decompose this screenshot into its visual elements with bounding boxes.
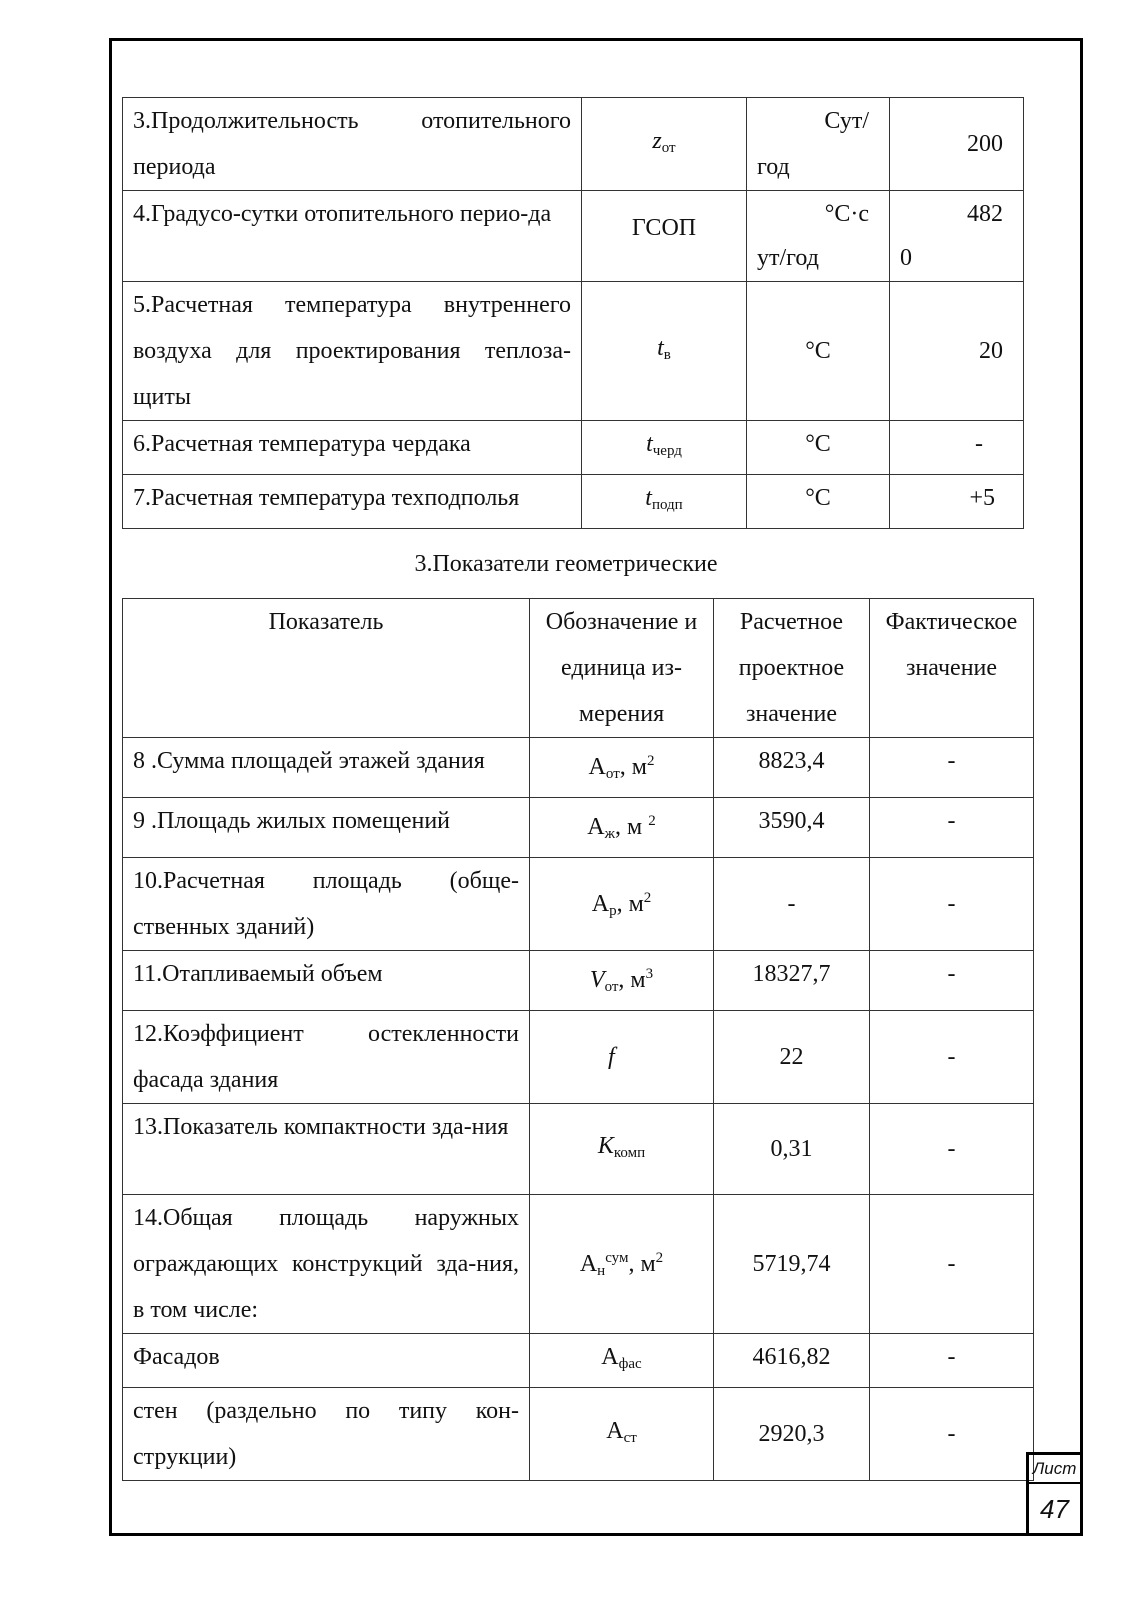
row-actual-value: - [870,738,1034,798]
row-label: 11.Отапливаемый объем [123,951,530,1011]
table-row [123,738,1034,798]
table-row [123,191,1024,282]
header-designation: Обозначение и единица из-мерения [530,599,714,738]
row-calc-value: 4616,82 [714,1334,870,1388]
sheet-label: Лист [1029,1455,1080,1484]
row-actual-value: - [870,1388,1034,1481]
row-actual-value: - [870,1104,1034,1195]
row-label: 9 .Площадь жилых помещений [123,798,530,858]
geometric-indicators-table [122,598,1034,1481]
row-label: стен (раздельно по типу кон-струкции) [123,1388,530,1481]
header-actual: Фактическое значение [870,599,1034,738]
row-designation: f [530,1011,714,1104]
row-value: - [890,421,1024,475]
row-label: 14.Общая площадь наружных ограждающих конструкций зда-ния, в том числе: [123,1195,530,1334]
row-symbol: $z_{от}$ [582,98,747,191]
row-actual-value: - [870,1195,1034,1334]
table-row [123,1011,1034,1104]
sheet-stamp [1026,1452,1080,1534]
row-actual-value: - [870,1011,1034,1104]
row-label: 10.Расчетная площадь (обще-ственных зданий) [123,858,530,951]
row-calc-value: 18327,7 [714,951,870,1011]
row-label: 3.Продолжительность отопительного периода [123,98,582,191]
row-symbol: $t_{черд}$ [582,421,747,475]
row-symbol: ГСОП [582,191,747,282]
row-value: 20 [890,282,1024,421]
row-label: 6.Расчетная температура чердака [123,421,582,475]
table-row [123,858,1034,951]
row-calc-value: - [714,858,870,951]
row-calc-value: 5719,74 [714,1195,870,1334]
row-designation: $А_ж$, м $^2$ [530,798,714,858]
row-actual-value: - [870,951,1034,1011]
row-actual-value: - [870,798,1034,858]
row-designation: $А_р$, $м^2$ [530,858,714,951]
table-row [123,1388,1034,1481]
row-designation: $А_н^{сум}$, $м^2$ [530,1195,714,1334]
row-symbol: $t_{подп}$ [582,475,747,529]
row-value: 200 [890,98,1024,191]
row-actual-value: - [870,858,1034,951]
table-row [123,1334,1034,1388]
header-calculated: Расчетное проектное значение [714,599,870,738]
row-value: +5 [890,475,1024,529]
row-label: 12.Коэффициент остекленности фасада здания [123,1011,530,1104]
row-designation: $А_{ст}$ [530,1388,714,1481]
row-unit: °С [747,282,890,421]
row-symbol: $t_в$ [582,282,747,421]
row-label: 8 .Сумма площадей этажей здания [123,738,530,798]
row-calc-value: 3590,4 [714,798,870,858]
table-row [123,282,1024,421]
section-title: 3.Показатели геометрические [414,551,718,577]
row-value: 482 0 [890,191,1024,282]
row-calc-value: 0,31 [714,1104,870,1195]
row-label: 7.Расчетная температура техподполья [123,475,582,529]
table-row [123,421,1024,475]
row-unit: °С [747,421,890,475]
table-row [123,1195,1034,1334]
row-designation: $V_{от}$, $м^3$ [530,951,714,1011]
table-header-row [123,599,1034,738]
row-calc-value: 8823,4 [714,738,870,798]
table-row [123,475,1024,529]
table-row [123,1104,1034,1195]
table-row [123,798,1034,858]
row-label: 4.Градусо-сутки отопительного перио-да [123,191,582,282]
row-unit: Сут/ год [747,98,890,191]
row-label: 5.Расчетная температура внутреннего воздуха для проектирования теплоза-щиты [123,282,582,421]
row-label: Фасадов [123,1334,530,1388]
row-label: 13.Показатель компактности зда-ния [123,1104,530,1195]
row-calc-value: 22 [714,1011,870,1104]
thermal-parameters-table [122,97,1024,529]
table-row [123,98,1024,191]
row-calc-value: 2920,3 [714,1388,870,1481]
row-designation: $А_{фас}$ [530,1334,714,1388]
page-number: 47 [1040,1494,1069,1524]
header-indicator: Показатель [123,599,530,738]
row-actual-value: - [870,1334,1034,1388]
table-row [123,951,1034,1011]
row-designation: $K_{комп}$ [530,1104,714,1195]
row-unit: °С [747,475,890,529]
row-designation: $А_{от}$, $м^2$ [530,738,714,798]
row-unit: °С·с ут/год [747,191,890,282]
